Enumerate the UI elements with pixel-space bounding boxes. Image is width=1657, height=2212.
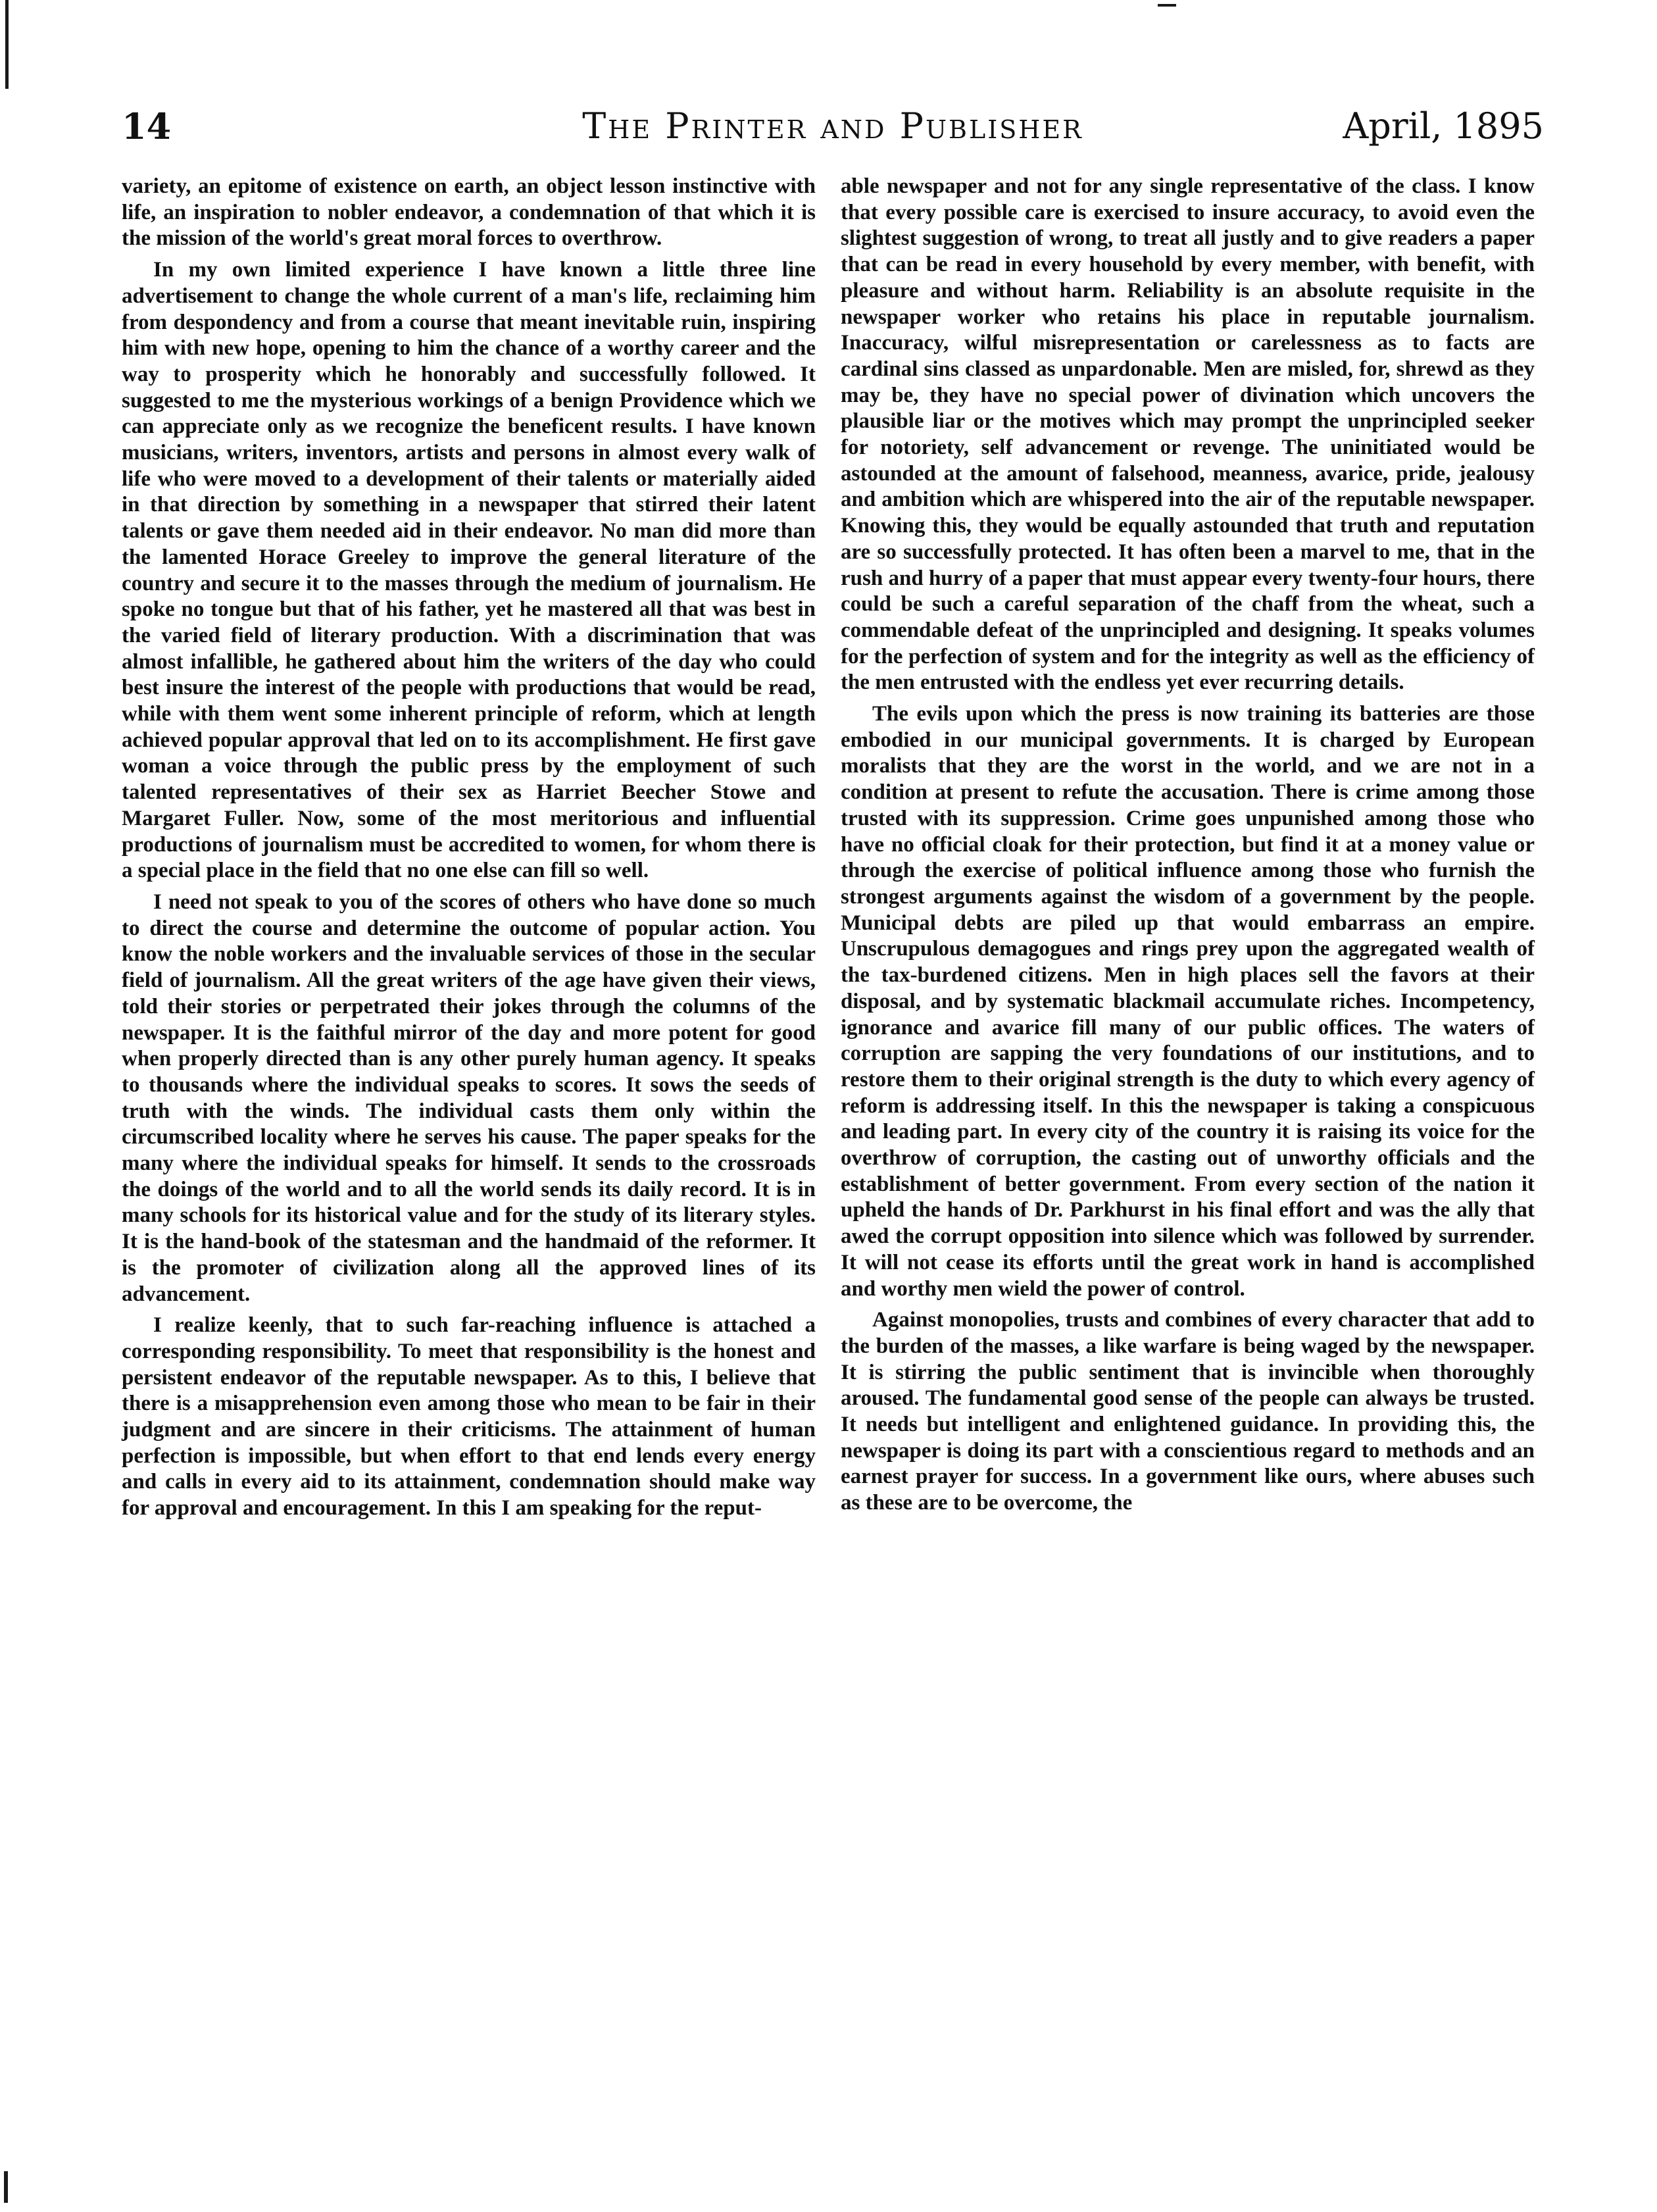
- scan-top-mark: [1158, 4, 1176, 7]
- paragraph: Against monopolies, trusts and combines of every character that add to the burden of the masses, a like warfare is being waged by the newspaper. It is stirring the public sentiment that is invincible when thoroughly aroused. The fundamental good sense of the people can always be trusted. It needs but intelligent and enlightened guidance. In providing this, the newspaper is doing its part with a conscientious regard to methods and an earnest prayer for success. In a government like ours, where abuses such as these are to be overcome, the: [841, 1308, 1535, 1515]
- scan-edge-line: [5, 0, 9, 89]
- paragraph: I need not speak to you of the scores of others who have done so much to direct the course and determine the outcome of popular action. You know the noble workers and the invaluable services of those in the secular field of journalism. All the great writers of the age have given their views, told their stories or perpetrated their jokes through the columns of the newspaper. It is the faithful mirror of the day and more potent for good when properly directed than is any other purely human agency. It speaks to thousands where the individual speaks to scores. It sows the seeds of truth with the winds. The individual casts them only within the circumscribed locality where he serves his cause. The paper speaks for the many where the individual speaks for himself. It sends to the crossroads the doings of the world and to all the world sends its daily record. It is in many schools for its historical value and for the study of its literary styles. It is the hand-book of the statesman and the handmaid of the reformer. It is the promoter of civilization along all the approved lines of its advancement.: [122, 890, 816, 1306]
- right-column: [841, 174, 1535, 1522]
- journal-title: The Printer and Publisher: [582, 105, 1083, 147]
- page-number: 14: [122, 105, 172, 147]
- paragraph: able newspaper and not for any single representative of the class. I know that every possible care is exercised to insure accuracy, to avoid even the slightest suggestion of wrong, to treat all justly and to give readers a paper that can be read in every household by every member, with benefit, with pleasure and without harm. Reliability is an absolute requisite in the newspaper worker who retains his place in reputable journalism. Inaccuracy, wilful misrepresentation or carelessness as to facts are cardinal sins classed as unpardonable. Men are misled, for, shrewd as they may be, they have no special power of divination which uncovers the plausible liar or the motives which may prompt the unprincipled seeker for notoriety, self advancement or revenge. The uninitiated would be astounded at the amount of falsehood, meanness, avarice, pride, jealousy and ambition which are whispered into the air of the reputable newspaper. Knowing this, they would be equally astounded that truth and reputation are so successfully protected. It has often been a marvel to me, that in the rush and hurry of a paper that must appear every twenty-four hours, there could be such a careful separation of the chaff from the wheat, such a commendable defeat of the unprincipled and designing. It speaks volumes for the perfection of system and for the integrity as well as the efficiency of the men entrusted with the endless yet ever recurring details.: [841, 174, 1535, 695]
- issue-date: April, 1895: [1343, 105, 1544, 147]
- paragraph: I realize keenly, that to such far-reaching influence is attached a corresponding responsibility. To meet that responsibility is the honest and persistent endeavor of the reputable newspaper. As to this, I believe that there is a misapprehension even among those who mean to be fair in their judgment and are sincere in their criticisms. The attainment of human perfection is impossible, but when effort to that end lends every energy and calls in every aid to its attainment, condemnation should make way for approval and encouragement. In this I am speaking for the reput-: [122, 1313, 816, 1521]
- paragraph: The evils upon which the press is now training its batteries are those embodied in our municipal governments. It is charged by European moralists that they are the worst in the world, and we are not in a condition at present to refute the accusation. There is crime among those trusted with its suppression. Crime goes unpunished among those who have no official cloak for their protection, but find it at a money value or through the exercise of political influence among those who furnish the strongest arguments against the wisdom of a government by the people. Municipal debts are piled up that would embarrass an empire. Unscrupulous demagogues and rings prey upon the aggregated wealth of the tax-burdened citizens. Men in high places sell the favors at their disposal, and by systematic blackmail accumulate riches. Incompetency, ignorance and avarice fill many of our public offices. The waters of corruption are sapping the very foundations of our institutions, and to restore them to their original strength is the duty to which every agency of reform is addressing itself. In this the newspaper is taking a conspicuous and leading part. In every city of the country it is raising its voice for the overthrow of corruption, the casting out of unworthy officials and the establishment of better government. From every section of the nation it upheld the hands of Dr. Parkhurst in his final effort and was the ally that awed the corrupt opposition into silence which was followed by surrender. It will not cease its efforts until the great work in hand is accomplished and worthy men wield the power of control.: [841, 702, 1535, 1301]
- page-header: [122, 105, 1544, 151]
- scan-edge-mark: [4, 2171, 8, 2203]
- paragraph: variety, an epitome of existence on earth, an object lesson instinctive with life, an inspiration to nobler endeavor, a condemnation of that which it is the mission of the world's great moral forces to overthrow.: [122, 174, 816, 251]
- paragraph: In my own limited experience I have known a little three line advertisement to change the whole current of a man's life, reclaiming him from despondency and from a course that meant inevitable ruin, inspiring him with new hope, opening to him the chance of a worthy career and the way to prosperity which he honorably and successfully followed. It suggested to me the mysterious workings of a benign Providence which we can appreciate only as we recognize the beneficent results. I have known musicians, writers, inventors, artists and persons in almost every walk of life who were moved to a development of their talents or materially aided in that direction by something in a newspaper that stirred their latent talents or gave them needed aid in their endeavor. No man did more than the lamented Horace Greeley to improve the general literature of the country and secure it to the masses through the medium of journalism. He spoke no tongue but that of his father, yet he mastered all that was best in the varied field of literary production. With a discrimination that was almost infallible, he gathered about him the writers of the day who could best insure the interest of the people with productions that would be read, while with them went some inherent principle of reform, which at length achieved popular approval that led on to its accomplishment. He first gave woman a voice through the public press by the employment of such talented representatives of their sex as Harriet Beecher Stowe and Margaret Fuller. Now, some of the most meritorious and influential productions of journalism must be accredited to women, for whom there is a special place in the field that no one else can fill so well.: [122, 258, 816, 883]
- left-column: [122, 174, 816, 1527]
